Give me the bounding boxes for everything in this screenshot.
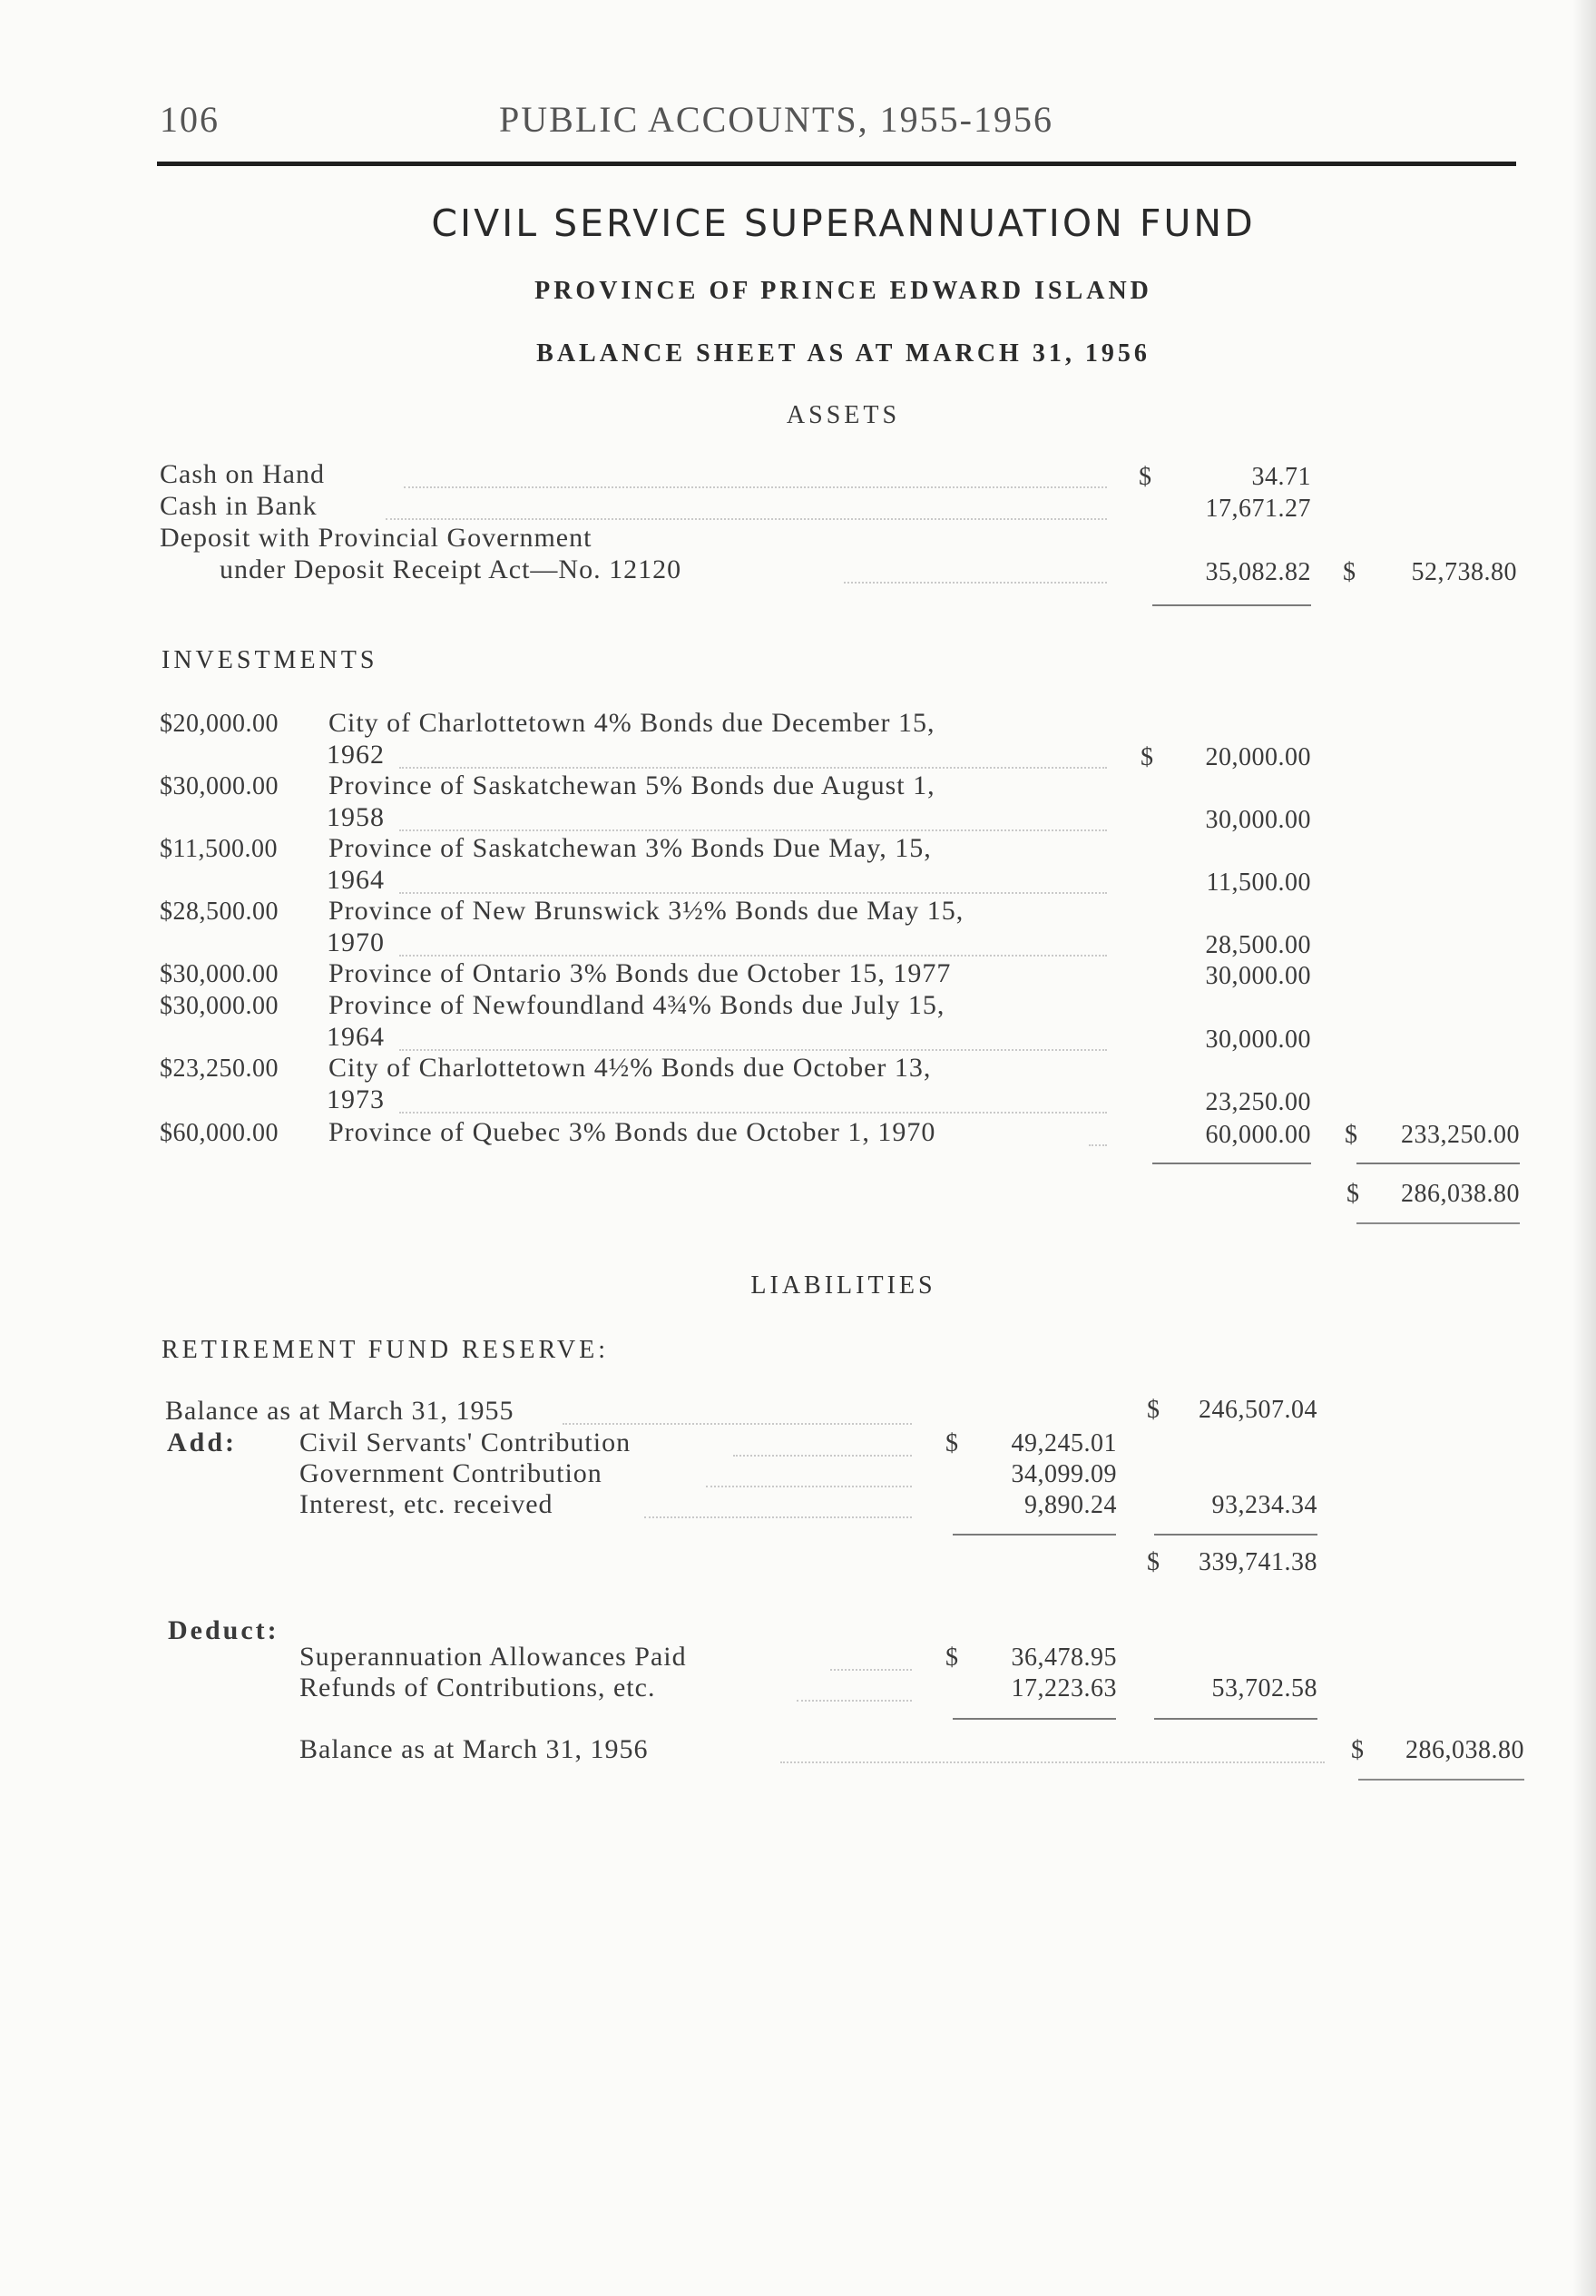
bond-description: Province of New Brunswick 3½% Bonds due May 15, [328, 896, 964, 926]
leader-dots [399, 1112, 1107, 1114]
leader-dots [830, 1669, 912, 1671]
cash-on-hand-label: Cash on Hand [160, 459, 325, 489]
sum-rule [953, 1534, 1116, 1536]
bond-description: City of Charlottetown 4½% Bonds due October 13, [328, 1053, 932, 1083]
liabilities-heading: LIABILITIES [750, 1271, 936, 1300]
bond-amount: 20,000.00 [1205, 743, 1311, 771]
bond-face-value: $11,500.00 [160, 835, 278, 863]
reserve-heading: RETIREMENT FUND RESERVE: [162, 1336, 610, 1364]
leader-dots [733, 1455, 912, 1457]
leader-dots [563, 1423, 912, 1425]
bond-year: 1962 [327, 740, 385, 770]
bond-face-value: $30,000.00 [160, 992, 279, 1020]
bond-year: 1964 [327, 1022, 385, 1052]
bond-amount: 30,000.00 [1205, 1025, 1311, 1054]
assets-heading: ASSETS [786, 401, 901, 429]
deposit-label-line2: under Deposit Receipt Act—No. 12120 [220, 554, 682, 584]
bond-year: 1973 [327, 1084, 385, 1114]
refunds-label: Refunds of Contributions, etc. [299, 1673, 656, 1702]
add-label: Add: [167, 1428, 238, 1457]
sum-rule [1152, 1163, 1311, 1164]
grand-total: 286,038.80 [1401, 1180, 1520, 1208]
bond-description: Province of Newfoundland 4¾% Bonds due July 15, [328, 990, 945, 1020]
leader-dots [844, 582, 1107, 584]
bond-amount: 30,000.00 [1205, 962, 1311, 990]
bond-face-value: $30,000.00 [160, 772, 279, 800]
leader-dots [386, 518, 1107, 520]
civil-contribution-dollar: $ [945, 1429, 959, 1457]
balance-1956-label: Balance as at March 31, 1956 [299, 1734, 649, 1764]
bond-face-value: $30,000.00 [160, 960, 279, 988]
bond-description: Province of Quebec 3% Bonds due October 1, 1970 [328, 1117, 936, 1147]
bond-face-value: $28,500.00 [160, 898, 279, 926]
leader-dots [399, 829, 1107, 831]
bond-amount: 11,500.00 [1206, 868, 1311, 897]
bond-amount: 23,250.00 [1205, 1088, 1311, 1116]
cash-in-bank-label: Cash in Bank [160, 491, 318, 521]
sheet-title: BALANCE SHEET AS AT MARCH 31, 1956 [536, 339, 1150, 368]
bond-amount: 60,000.00 [1205, 1121, 1311, 1149]
leader-dots [780, 1761, 1325, 1763]
sum-rule [1152, 604, 1311, 606]
leader-dots [404, 486, 1107, 488]
civil-contribution-label: Civil Servants' Contribution [299, 1428, 632, 1457]
deposit-amount: 35,082.82 [1205, 558, 1311, 586]
leader-dots [399, 767, 1107, 769]
bond-face-value: $23,250.00 [160, 1055, 279, 1083]
bond-dollar-sign: $ [1141, 743, 1154, 771]
balance-1956-amount: 286,038.80 [1405, 1736, 1524, 1764]
interest-label: Interest, etc. received [299, 1489, 553, 1519]
subtotal-dollar: $ [1147, 1548, 1160, 1576]
bond-face-value: $20,000.00 [160, 710, 279, 738]
bond-year: 1970 [327, 927, 385, 957]
sum-rule [953, 1718, 1116, 1720]
bond-face-value: $60,000.00 [160, 1119, 279, 1147]
bond-year: 1958 [327, 802, 385, 832]
province-title: PROVINCE OF PRINCE EDWARD ISLAND [534, 277, 1152, 305]
balance-1956-dollar: $ [1351, 1736, 1365, 1764]
double-rule [1356, 1222, 1520, 1224]
bond-year: 1964 [327, 865, 385, 895]
investments-total: 233,250.00 [1401, 1121, 1520, 1149]
sum-rule [1356, 1163, 1520, 1164]
assets-subtotal-dollar: $ [1343, 558, 1356, 586]
leader-dots [797, 1700, 912, 1702]
leader-dots [644, 1516, 912, 1518]
bond-amount: 28,500.00 [1205, 931, 1311, 959]
double-rule [1358, 1779, 1524, 1781]
cash-on-hand-dollar: $ [1139, 463, 1152, 491]
deposit-label-line1: Deposit with Provincial Government [160, 523, 592, 553]
bond-description: Province of Ontario 3% Bonds due October 15, 1977 [328, 958, 952, 988]
balance-1955-amount: 246,507.04 [1199, 1396, 1317, 1424]
leader-dots [399, 955, 1107, 957]
leader-dots [399, 892, 1107, 894]
assets-subtotal: 52,738.80 [1411, 558, 1517, 586]
leader-dots [399, 1049, 1107, 1051]
fund-title: CIVIL SERVICE SUPERANNUATION FUND [431, 201, 1256, 245]
deduct-label: Deduct: [168, 1615, 279, 1645]
balance-1955-dollar: $ [1147, 1396, 1160, 1424]
subtotal-amount: 339,741.38 [1199, 1548, 1317, 1576]
bond-amount: 30,000.00 [1205, 806, 1311, 834]
sum-rule [1154, 1718, 1317, 1720]
cash-on-hand-amount: 34.71 [1251, 463, 1311, 491]
investments-total-dollar: $ [1345, 1121, 1358, 1149]
refunds-amount: 17,223.63 [1011, 1674, 1117, 1702]
header-rule [157, 162, 1516, 166]
interest-amount: 9,890.24 [1024, 1491, 1117, 1519]
investments-heading: INVESTMENTS [162, 646, 378, 674]
balance-1955-label: Balance as at March 31, 1955 [165, 1396, 514, 1426]
bond-description: Province of Saskatchewan 5% Bonds due August 1, [328, 770, 935, 800]
bond-description: City of Charlottetown 4% Bonds due December 15, [328, 708, 935, 738]
additions-total: 93,234.34 [1211, 1491, 1317, 1519]
allowances-dollar: $ [945, 1644, 959, 1672]
government-contribution-label: Government Contribution [299, 1458, 602, 1488]
deductions-total: 53,702.58 [1211, 1674, 1317, 1702]
leader-dots [1089, 1144, 1107, 1146]
government-contribution-amount: 34,099.09 [1011, 1460, 1117, 1488]
allowances-amount: 36,478.95 [1011, 1644, 1117, 1672]
grand-total-dollar: $ [1346, 1180, 1360, 1208]
running-header: PUBLIC ACCOUNTS, 1955-1956 [499, 99, 1053, 140]
bond-description: Province of Saskatchewan 3% Bonds Due May, 15, [328, 833, 932, 863]
allowances-label: Superannuation Allowances Paid [299, 1642, 687, 1672]
sum-rule [1154, 1534, 1317, 1536]
cash-in-bank-amount: 17,671.27 [1205, 495, 1311, 523]
page-number: 106 [160, 99, 220, 140]
civil-contribution-amount: 49,245.01 [1011, 1429, 1117, 1457]
leader-dots [706, 1486, 912, 1487]
